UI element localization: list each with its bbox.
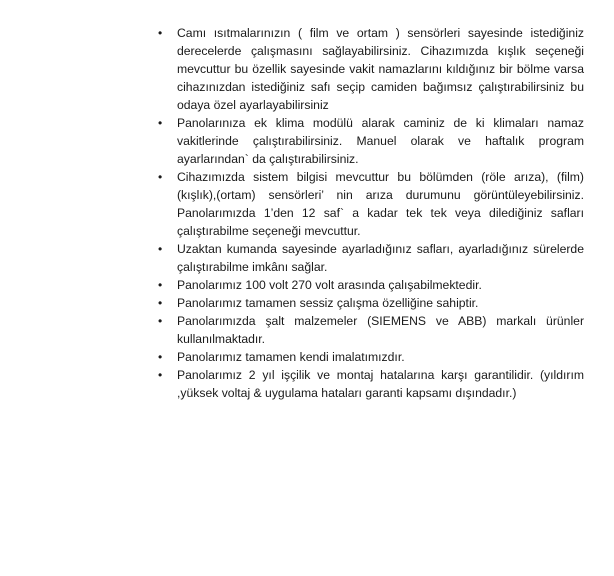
list-item-text: Camı ısıtmalarınızın ( film ve ortam ) sensörleri sayesinde istediğiniz derecelerde çalışmasını sağlayabilirsiniz. Cihazımızda kışlık seçeneği mevcuttur bu özellik sayesinde vakit namazlarını kıldığınız bir bölme varsa cihazınızdan istediğiniz safı seçip camiden bağımsız çalıştırabilirsiniz bu odaya özel ayarlayabilirsiniz (177, 26, 584, 112)
bullet-icon: • (158, 170, 163, 184)
list-item-text: Cihazımızda sistem bilgisi mevcuttur bu bölümden (röle arıza), (film) (kışlık),(ortam) sensörleri’ nin arıza durumunu görüntüleyebilirsiniz. Panolarımızda 1’den 12 saf` a kadar tek tek veya dilediğiniz safları çalıştırabilme seçeneği mevcuttur. (177, 170, 584, 238)
list-item-text: Panolarımız 2 yıl işçilik ve montaj hatalarına karşı garantilidir. (yıldırım ,yüksek voltaj & uygulama hataları garanti kapsamı dışındadır.) (177, 368, 584, 400)
list-item (158, 168, 584, 240)
bullet-icon: • (158, 278, 163, 292)
list-item-text: Uzaktan kumanda sayesinde ayarladığınız safları, ayarladığınız sürelerde çalıştırabilme imkânı sağlar. (177, 242, 584, 274)
list-item-text: Panolarımız tamamen sessiz çalışma özelliğine sahiptir. (177, 296, 479, 310)
list-item (158, 312, 584, 348)
list-item (158, 24, 584, 114)
list-item-text: Panolarınıza ek klima modülü alarak caminiz de ki klimaları namaz vakitlerinde çalıştırabilirsiniz. Manuel olarak ve haftalık program ayarlarından` da çalıştırabilirsiniz. (177, 116, 584, 166)
bullet-icon: • (158, 116, 163, 130)
list-item-text: Panolarımız tamamen kendi imalatımızdır. (177, 350, 405, 364)
list-item (158, 348, 584, 366)
bullet-icon: • (158, 350, 163, 364)
bullet-icon: • (158, 314, 163, 328)
list-item (158, 114, 584, 168)
list-item (158, 240, 584, 276)
list-item (158, 276, 584, 294)
bullet-icon: • (158, 242, 163, 256)
bullet-icon: • (158, 296, 163, 310)
list-item-text: Panolarımız 100 volt 270 volt arasında çalışabilmektedir. (177, 278, 482, 292)
list-item-text: Panolarımızda şalt malzemeler (SIEMENS ve ABB) markalı ürünler kullanılmaktadır. (177, 314, 584, 346)
list-item (158, 366, 584, 402)
list-item (158, 294, 584, 312)
bullet-icon: • (158, 368, 163, 382)
feature-bullet-list (158, 24, 584, 402)
bullet-icon: • (158, 26, 163, 40)
